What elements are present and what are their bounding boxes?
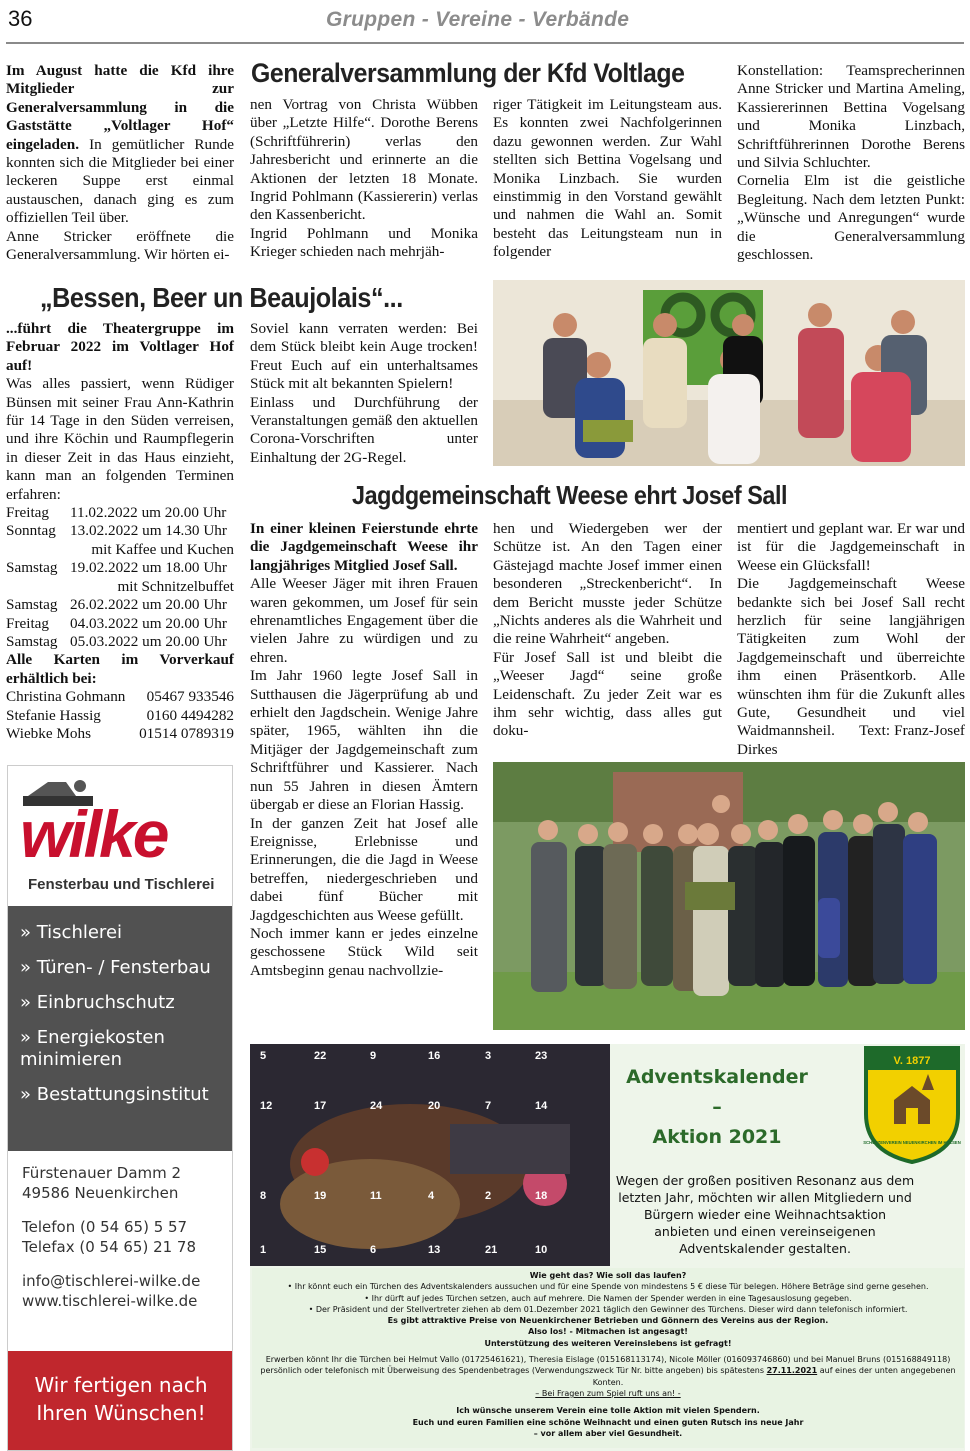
theater-headline: „Bessen, Beer un Beaujolais“... (40, 282, 403, 313)
wilke-slogan (8, 1351, 233, 1451)
advent-wish-2: Euch und euren Familien eine schöne Weihnacht und einen guten Rutsch ins neue Jahr (412, 1417, 804, 1427)
kfd-text-4: Ingrid Pohlmann und Monika Krieger schieden nach mehrjäh- (250, 224, 478, 261)
jagd-group-photo (493, 762, 965, 1030)
date-day: Samstag (6, 596, 58, 614)
seal-text: SCHÜTZENVEREIN NEUENKIRCHEN IM HÜLSEN (863, 1140, 961, 1145)
kfd-column-2 (250, 96, 478, 262)
advent-questions: – Bei Fragen zum Spiel ruft uns an! - (535, 1388, 681, 1398)
wilke-address (8, 1151, 232, 1323)
date-day: Samstag (6, 632, 58, 650)
advent-bullet-3: • Der Präsident und der Stellvertreter ziehen ab dem 01.Dezember 2021 täglich den Gewinner des Türchens. Dieser wird dann telefonisch informiert. (308, 1304, 908, 1314)
advent-support: Unterstützung des weiteren Vereinslebens ist gefragt! (484, 1338, 732, 1348)
advent-door-number: 10 (535, 1244, 548, 1256)
advent-door-number: 21 (485, 1244, 498, 1256)
kfd-text-5: riger Tätigkeit im Leitungsteam aus. Es konnten zwei Nachfolgerinnen dazu gewonnen werden. Zur Wahl stellten sich Bettina Vogelsang und Monika Linzbach. Sie wurden einstimmig in den Vorstand gewählt und nahmen die Wahl an. Somit besteht das Leitungsteam nun in folgender (493, 96, 722, 261)
advent-door-number: 23 (535, 1050, 548, 1062)
advent-door-number: 17 (314, 1100, 327, 1112)
kfd-text-6: Konstellation: Teamsprecherinnen Anne Stricker und Martina Ameling, Kassiererinnen Bettina Vogelsang und Monika Linzbach, Schriftführerinnen Dorothe Berens und Silvia Schluchter. (737, 62, 965, 172)
jagd-column-3 (737, 520, 965, 759)
wilke-ad (7, 765, 233, 1451)
advent-door-number: 22 (314, 1050, 327, 1062)
advent-bullet-2: • Ihr dürft auf jedes Türchen setzen, auch auf mehrere. Die Namen der Spender werden in eine Tagesauslosung gegeben. (364, 1293, 852, 1303)
advent-door-number: 6 (370, 1244, 377, 1256)
advent-door-number: 15 (314, 1244, 327, 1256)
advent-buy-end: auf eines der unten angegebenen Konten. (592, 1366, 956, 1387)
jagd-p4: Noch immer kann er jedes einzelne geschossene Stück Wild seit Amtsbeginn genau nachvollzie- (250, 924, 478, 979)
kfd-text-7: Cornelia Elm ist die geistliche Begleitung. Nach dem letzten Punkt: „Wünsche und Anregungen“ wurde die Generalversammlung geschlossen. (737, 172, 965, 264)
date-time: 04.03.2022 um 20.00 Uhr (70, 614, 227, 632)
jagd-headline: Jagdgemeinschaft Weese ehrt Josef Sall (352, 480, 788, 510)
date-row (6, 633, 234, 651)
service-item: » Tischlerei (20, 922, 123, 943)
date-row (6, 615, 234, 633)
advent-wish-3: – vor allem aber viel Gesundheit. (533, 1428, 683, 1438)
jagd-column-1 (250, 520, 478, 980)
theater-lead: ...führt die Theatergruppe im Februar 2022 im Voltlager Hof auf! (6, 320, 234, 374)
jagd-p6: Für Josef Sall ist und bleibt die „Weeser Jagd“ seine große Leidenschaft. Zu jeder Zeit war es ihm sehr wichtig, dass alles gut doku- (493, 648, 722, 740)
jagd-lead: In einer kleinen Feierstunde ehrte die Jagdgemeinschaft Weese ihr langjähriges Mitglied Josef Sall. (250, 520, 478, 574)
ticket-contacts (6, 688, 234, 743)
theater-text-2: Soviel kann verraten werden: Bei dem Stück bleibt kein Auge trocken! Freut Euch auf ein unterhaltsames Stück mit alt bekannten Spielern! (250, 320, 478, 393)
wilke-slogan-1: Wir fertigen nach (34, 1373, 208, 1397)
contact-name: Wiebke Mohs (6, 724, 92, 742)
advent-wish: Ich wünsche unserem Verein eine tolle Aktion mit vielen Spendern. (456, 1406, 760, 1416)
contact-phone: 01514 0789319 (139, 724, 234, 742)
kfd-text-3: nen Vortrag von Christa Wübben über „Letzte Hilfe“. Dorothe Berens (Schriftführerin) verlas den Jahresbericht und erinnerte an die Aktionen der letzten 18 Monate. Ingrid Pohlmann (Kassiererin) verlas den Kassenbericht. (250, 96, 478, 224)
contact-row (6, 707, 234, 725)
date-extra: mit Schnitzelbuffet (117, 577, 234, 595)
date-day: Freitag (6, 614, 50, 632)
jagd-column-2 (493, 520, 722, 741)
advent-door-number: 1 (260, 1244, 267, 1256)
date-time: 05.03.2022 um 20.00 Uhr (70, 632, 227, 650)
theater-text-3: Einlass und Durchführung der Veranstaltungen gemäß den aktuellen Corona-Vorschriften unter Einhaltung der 2G-Regel. (250, 393, 478, 466)
wilke-tagline: Fensterbau und Tischlerei (28, 876, 215, 893)
contact-row (6, 725, 234, 743)
advent-title-2: – (712, 1096, 722, 1118)
wilke-fax: Telefax (0 54 65) 21 78 (22, 1238, 197, 1256)
date-time: 26.02.2022 um 20.00 Uhr (70, 596, 227, 614)
wilke-city: 49586 Neuenkirchen (22, 1184, 179, 1202)
kfd-lead: Im August hatte die Kfd ihre Mitglieder zur Generalversammlung in die Gaststätte „Voltlager Hof“ eingeladen. (6, 62, 234, 153)
contact-name: Christina Gohmann (6, 688, 126, 706)
advent-calendar-image (250, 1044, 610, 1266)
jagd-p1: Alle Weeser Jäger mit ihren Frauen waren gekommen, um Josef für sein ehrenamtliches Engagement über die vielen Jahre zu würdigen und zu ehren. (250, 575, 478, 666)
theater-dates (6, 504, 234, 651)
service-item: » Türen- / Fensterbau (20, 957, 211, 978)
date-day: Sonntag (6, 522, 56, 540)
date-time: 19.02.2022 um 18.00 Uhr (70, 559, 227, 577)
section-title: Gruppen - Vereine - Verbände (326, 8, 630, 31)
advent-door-number: 8 (260, 1190, 267, 1202)
advent-door-number: 18 (535, 1190, 548, 1202)
page-number: 36 (8, 6, 33, 31)
contact-name: Stefanie Hassig (6, 706, 101, 724)
jagd-p8: Die Jagdgemeinschaft Weese bedankte sich bei Josef Sall recht herzlich für seine langjährigen Tätigkeiten zum Wohl der Jagdgemeinschaft und überreichte ihm einen Präsentkorb. Alle wünschten ihm für die Zukunft alles Gute, Gesundheit und viel Waidmannsheil. (737, 575, 965, 740)
wilke-email: info@tischlerei-wilke.de (22, 1272, 201, 1290)
date-extra: mit Kaffee und Kuchen (91, 540, 234, 558)
advent-rules (252, 1268, 964, 1448)
advent-intro: Wegen der großen positiven Resonanz aus dem letzten Jahr, möchten wir allen Mitgliedern und Bürgern wieder eine Weihnachtsaktion anbieten und einen vereinseigenen Adventskalender gestalten. (615, 1173, 915, 1256)
jagd-p3: In der ganzen Zeit hat Josef alle Ereignisse, Erlebnisse und Erinnerungen, die die Jagd in Weese betreffen, niedergeschrieben und dabei fünf Bücher mit Jagdgeschichten aus Weese gefüllt. (250, 814, 478, 924)
jagd-p7: mentiert und geplant war. Er war und ist für die Jagdgemeinschaft in Weese ein Glücksfall! (737, 520, 965, 574)
wilke-phone: Telefon (0 54 65) 5 57 (22, 1218, 188, 1236)
contact-phone: 05467 933546 (146, 688, 234, 706)
date-time: 11.02.2022 um 20.00 Uhr (70, 504, 227, 522)
advent-door-number: 7 (485, 1100, 492, 1112)
date-row (6, 559, 234, 577)
wilke-logo: wilke (20, 797, 167, 871)
seal-year: V. 1877 (893, 1055, 931, 1067)
service-item: » Einbruchschutz (20, 992, 175, 1013)
service-item: » Bestattungsinstitut (20, 1084, 209, 1105)
advent-title-3: Aktion 2021 (652, 1126, 782, 1148)
date-day: Samstag (6, 559, 58, 577)
advent-door-number: 3 (485, 1050, 492, 1062)
advent-title-1: Adventskalender (626, 1066, 808, 1088)
tickets-label: Alle Karten im Vorverkauf erhältlich bei: (6, 651, 234, 687)
advent-deadline: 27.11.2021 (766, 1366, 818, 1376)
kfd-text-1: In gemütlicher Runde konnten sich die Mitglieder bei einer leckeren Suppe erst einmal austauschen, danach ging es zum offiziellen Teil über. (6, 135, 235, 227)
kfd-column-1 (6, 62, 234, 264)
advent-door-number: 9 (370, 1050, 377, 1062)
advent-door-number: 2 (485, 1190, 492, 1202)
advent-door-number: 13 (428, 1244, 441, 1256)
schuetzenverein-seal (862, 1044, 962, 1164)
kfd-group-photo (493, 280, 965, 466)
jagd-p2: Im Jahr 1960 legte Josef Sall in Sutthausen die Jägerprüfung ab und erhielt den Jagdschein. Wenige Jahre später, 1965, wählten ihn die Mitjäger der Jagdgemeinschaft zum Schriftführer und Kassierer. Nach nun 55 Jahren in diesen Ämtern übergab er diese an Florian Hassig. (250, 667, 478, 814)
advent-door-number: 19 (314, 1190, 327, 1202)
kfd-text-2: Anne Stricker eröffnete die Generalversammlung. Wir hörten ei- (6, 227, 234, 264)
date-row (6, 504, 234, 522)
advent-bullet-1: • Ihr könnt euch ein Türchen des Adventskalenders aussuchen und für eine Spende von mindestens 5 € diese Tür belegen. Höhere Beträge sind gerne gesehen. (287, 1282, 929, 1292)
advent-door-number: 24 (370, 1100, 383, 1112)
wilke-street: Fürstenauer Damm 2 (22, 1164, 182, 1182)
wilke-header (8, 766, 232, 906)
theater-column-1 (6, 320, 234, 743)
advent-door-number: 20 (428, 1100, 441, 1112)
advent-door-number: 12 (260, 1100, 273, 1112)
advent-go: Also los! - Mitmachen ist angesagt! (528, 1327, 688, 1337)
date-day: Freitag (6, 504, 50, 522)
kfd-column-4 (737, 62, 965, 264)
kfd-headline: Generalversammlung der Kfd Voltlage (251, 58, 685, 88)
contact-phone: 0160 4494282 (146, 706, 234, 724)
advent-door-number: 5 (260, 1050, 267, 1062)
service-item: » Energiekosten minimieren (20, 1027, 165, 1070)
advent-prizes: Es gibt attraktive Preise von Neuenkirchener Betrieben und Gönnern des Vereins aus der Region. (387, 1316, 829, 1326)
wilke-services (8, 906, 232, 1151)
jagd-p5: hen und Wiedergeben wer der Schütze ist. An den Tagen einer Gästejagd machte Josef immer einen besonderen „Streckenbericht“. In dem Bericht musste jeder Schütze „Nichts anderes als die Wahrheit und die reine Wahrheit“ angeben. (493, 520, 722, 648)
date-row (6, 596, 234, 614)
contact-row (6, 688, 234, 706)
advent-door-number: 16 (428, 1050, 441, 1062)
jagd-credit: Text: Franz-Josef Dirkes (737, 722, 965, 758)
header-rule (6, 42, 964, 44)
theater-column-2 (250, 320, 478, 467)
wilke-slogan-2: Ihren Wünschen! (36, 1401, 206, 1425)
theater-text: Was alles passiert, wenn Rüdiger Bünsen mit seiner Frau Ann-Kathrin für 14 Tage in den Süden verreisen, und ihre Köchin und Raumpflegerin in dieser Zeit in das Haus einzieht, kann man an folgenden Terminen erfahren: (6, 375, 234, 503)
advent-door-number: 4 (428, 1190, 435, 1202)
advent-buy: Erwerben könnt Ihr die Türchen bei Helmut Vallo (01725461621), Theresia Eislage (015168113174), Nicole Möller (016093746860) und bei Manuel Bruns (015168849118) persönlich oder telefonisch mit Überweisung des Spendenbetrages (Verwendungszweck Tür Nr. bitte angeben) bis spätestens (260, 1355, 951, 1376)
advent-title (612, 1062, 822, 1152)
date-time: 13.02.2022 um 14.30 Uhr (70, 522, 227, 540)
advent-door-number: 14 (535, 1100, 548, 1112)
advent-door-number: 11 (370, 1190, 382, 1202)
kfd-column-3 (493, 96, 722, 262)
advent-question: Wie geht das? Wie soll das laufen? (529, 1271, 687, 1280)
date-row (6, 522, 234, 540)
wilke-web: www.tischlerei-wilke.de (22, 1292, 198, 1310)
